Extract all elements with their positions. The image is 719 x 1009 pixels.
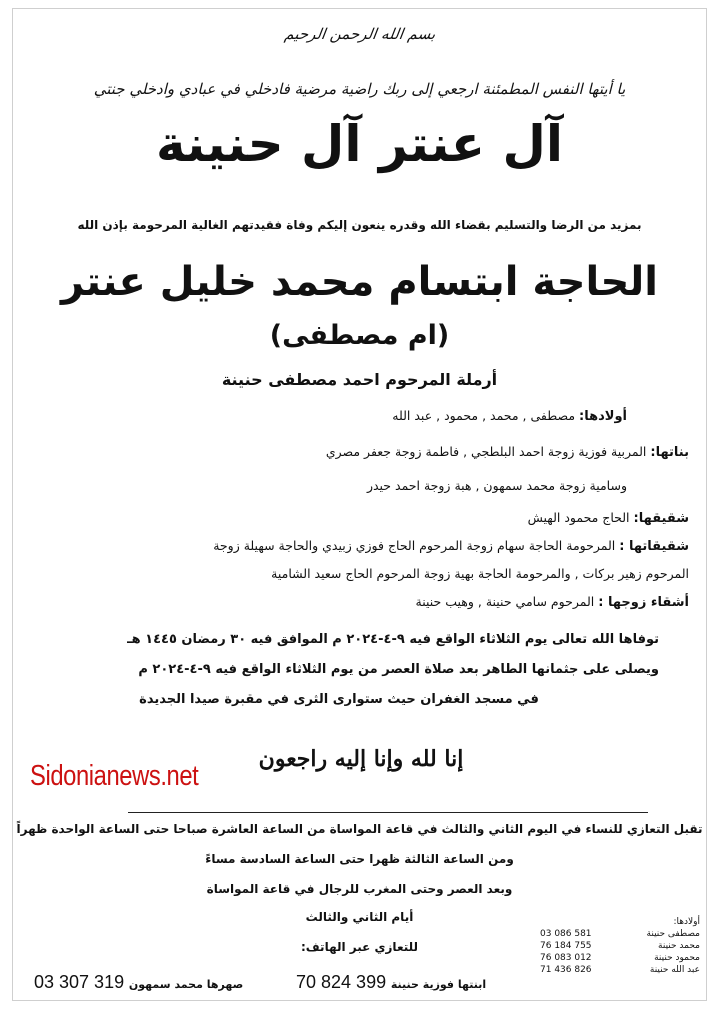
son-in-law-label: صهرها محمد سمهون xyxy=(128,978,244,991)
prayer-line: ويصلى على جثمانها الطاهر بعد صلاة العصر من يوم الثلاثاء الواقع فيه ٩-٤-٢٠٢٤ م xyxy=(138,662,659,677)
sisters-names-1: المرحومة الحاجة سهام زوجة المرحوم الحاج فوزي زبيدي والحاجة سهيلة زوجة xyxy=(213,538,616,553)
list-item xyxy=(540,952,700,964)
quran-verse: يا أيتها النفس المطمئنة ارجعي إلى ربك راضية مرضية فادخلي في عبادي وادخلي جنتي xyxy=(93,80,626,98)
daughters-line-1 xyxy=(19,444,689,460)
kunya: (ام مصطفى) xyxy=(269,320,450,351)
daughter-phone: 70 824 399 xyxy=(296,972,387,992)
daughter-contact xyxy=(296,972,486,993)
inlaws-label: أشقاء زوجها : xyxy=(598,595,689,610)
intro-line: بمزيد من الرضا والتسليم بقضاء الله وقدره ينعون إليكم وفاة فقيدتهم الغالية المرحومة بإذن الله xyxy=(77,218,642,232)
condolence-afternoon: ومن الساعة الثالثة ظهرا حتى الساعة السادسة مساءً xyxy=(205,852,514,866)
son-in-law-contact xyxy=(34,972,243,993)
daughters-line-2 xyxy=(67,478,627,493)
brother-name: الحاج محمود الهيش xyxy=(527,510,630,525)
brother-line xyxy=(19,510,689,526)
burial-line: في مسجد الغفران حيث ستوارى الثرى في مقبرة صيدا الجديدة xyxy=(139,692,539,707)
sisters-line-2 xyxy=(19,566,689,581)
daughters-label: بناتها: xyxy=(650,445,689,460)
condolence-women: تقبل التعازي للنساء في اليوم الثاني والثالث في قاعة المواساة من الساعة العاشرة صباحا حتى الساعة الواحدة ظهراً xyxy=(16,822,703,836)
istirja-calligraphy: إنا لله وإنا إليه راجعون xyxy=(258,746,464,772)
contact-name: محمود حنينة xyxy=(654,953,700,963)
list-item xyxy=(540,940,700,952)
phone-number: 03 086 581 xyxy=(540,929,592,939)
divider xyxy=(128,812,648,813)
basmala-calligraphy: بسم الله الرحمن الرحيم xyxy=(283,25,437,43)
phone-number: 76 184 755 xyxy=(540,941,592,951)
widow-of-line: أرملة المرحوم احمد مصطفى حنينة xyxy=(221,370,498,389)
contact-name: مصطفى حنينة xyxy=(646,929,700,939)
sons-label: أولادها: xyxy=(579,409,627,424)
sisters-names-2: المرحوم زهير بركات , والمرحومة الحاجة بهية زوجة المرحوم الحاج سعيد الشامية xyxy=(271,566,689,581)
condolence-men: وبعد العصر وحتى المغرب للرجال في قاعة المواساة xyxy=(206,882,513,896)
phone-number: 76 083 012 xyxy=(540,953,592,963)
son-in-law-phone: 03 307 319 xyxy=(34,972,125,992)
list-item xyxy=(540,964,700,976)
daughters-names-2: وسامية زوجة محمد سمهون , هبة زوجة احمد حيدر xyxy=(366,478,627,493)
death-date-line: توفاها الله تعالى يوم الثلاثاء الواقع فيه ٩-٤-٢٠٢٤ م الموافق فيه ٣٠ رمضان ١٤٤٥ هـ xyxy=(127,632,659,647)
daughters-names-1: المربية فوزية زوجة احمد البلطجي , فاطمة زوجة جعفر مصري xyxy=(325,444,647,459)
condolence-days: أيام الثاني والثالث xyxy=(305,910,414,924)
sisters-label: شقيقاتها : xyxy=(619,539,689,554)
sisters-line-1 xyxy=(19,538,689,554)
brother-label: شقيقها: xyxy=(633,511,689,526)
phone-condolence-title: للتعازي عبر الهاتف: xyxy=(300,940,419,954)
family-title: آل عنتر آل حنينة xyxy=(156,115,563,173)
sons-line xyxy=(67,408,627,424)
inlaws-line xyxy=(19,594,689,610)
contact-name: محمد حنينة xyxy=(658,941,700,951)
inlaws-names: المرحوم سامي حنينة , وهيب حنينة xyxy=(415,594,595,609)
deceased-name: الحاجة ابتسام محمد خليل عنتر xyxy=(60,259,659,305)
list-item xyxy=(540,928,700,940)
daughter-label: ابنتها فوزية حنينة xyxy=(390,978,487,991)
sons-phone-list xyxy=(540,916,700,976)
sons-names: مصطفى , محمد , محمود , عبد الله xyxy=(392,408,576,423)
site-watermark: Sidonianews.net xyxy=(30,760,199,792)
contact-name: عبد الله حنينة xyxy=(649,965,700,975)
phone-list-title: أولادها: xyxy=(673,917,700,927)
phone-number: 71 436 826 xyxy=(540,965,592,975)
